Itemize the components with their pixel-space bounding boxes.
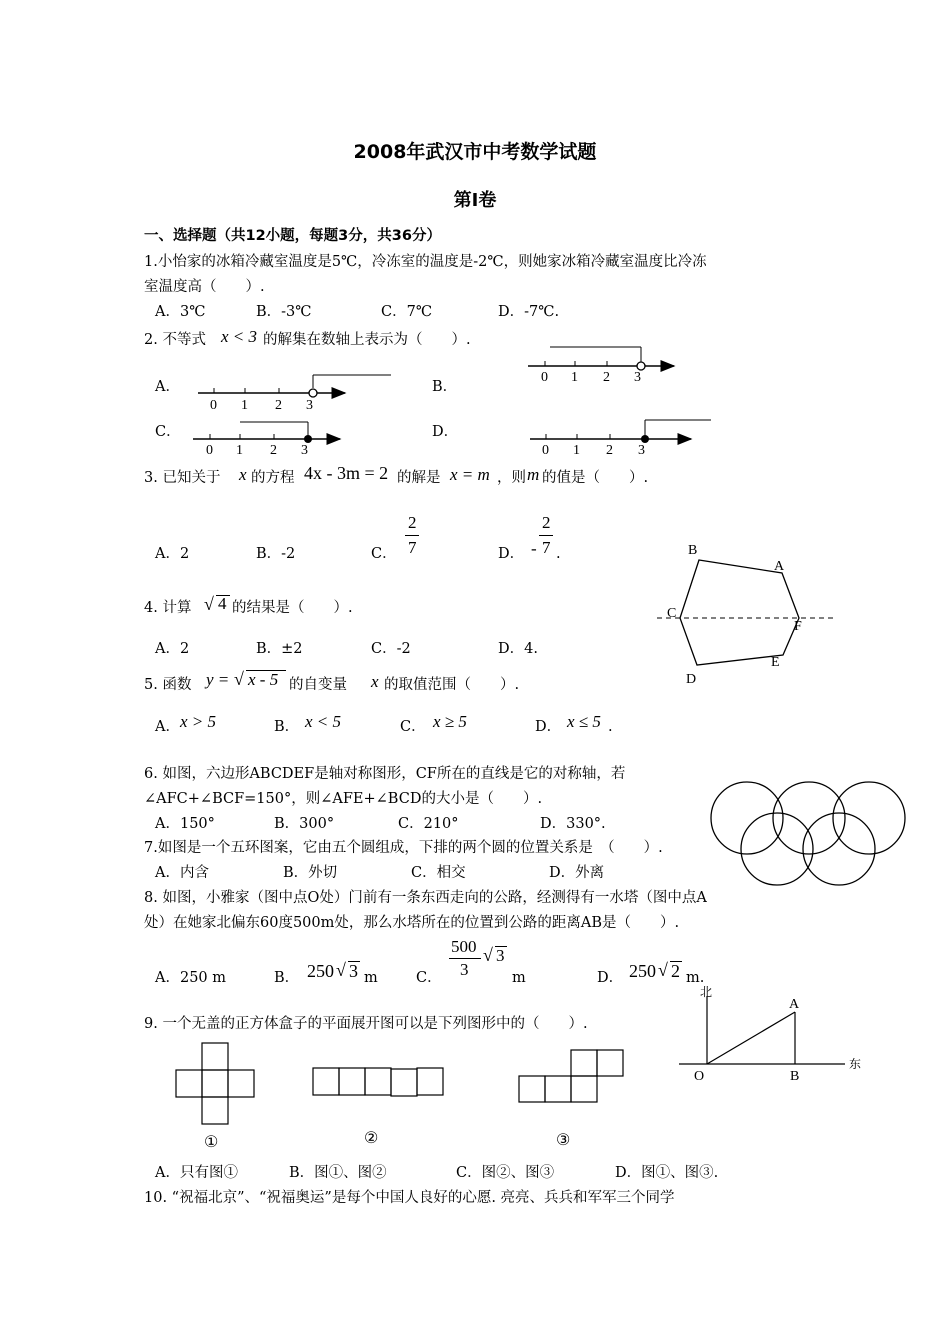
q5-option-c-label: C． <box>400 719 426 735</box>
q5-radical-sign: √ <box>234 669 244 689</box>
q5-radicand: x - 5 <box>248 670 279 689</box>
q8-option-d-radical-sign: √ <box>658 960 668 980</box>
compass-figure <box>679 985 861 1084</box>
q3-option-d: D． <box>498 546 525 562</box>
q6-option-c: C．210° <box>398 816 459 832</box>
net-label-3: ③ <box>556 1132 571 1149</box>
number-line-d <box>530 420 711 458</box>
hex-label-b: B <box>688 543 698 558</box>
q3-mid3: ，则 <box>497 470 526 486</box>
q3-equation: 4x - 3m = 2 <box>304 463 389 483</box>
q8-option-c-unit: m <box>512 970 526 986</box>
cube-net-1 <box>176 1043 254 1124</box>
point-a-label: A <box>789 997 800 1012</box>
q8-line1: 8. 如图，小雅家（图中点O处）门前有一条东西走向的公路，经测得有一水塔（图中点A <box>144 890 707 906</box>
tick-1: 1 <box>236 443 243 458</box>
q3-d-end: . <box>556 546 561 562</box>
q10-line1: 10. “祝福北京”、“祝福奥运”是每个中国人良好的心愿. 亮亮、兵兵和军军三个同学 <box>144 1190 675 1206</box>
q6-line1: 6. 如图，六边形ABCDEF是轴对称图形，CF所在的直线是它的对称轴，若 <box>144 766 626 782</box>
q3-solution: x = m <box>450 465 490 484</box>
q8-option-b-radical-sign: √ <box>336 960 346 980</box>
q3-option-a: A．2 <box>155 546 190 562</box>
q4-option-b: B．±2 <box>256 641 303 657</box>
north-label: 北 <box>700 985 713 999</box>
q1-line2: 室温度高（ ）. <box>144 279 265 295</box>
q8-line2: 处）在她家北偏东60度500m处，那么水塔所在的位置到公路的距离AB是（ ）. <box>144 915 680 931</box>
tick-2: 2 <box>606 443 613 458</box>
net-label-2: ② <box>364 1130 379 1147</box>
q8-option-b-unit: m <box>364 970 378 986</box>
tick-3: 3 <box>306 398 313 413</box>
q7-option-a: A．内含 <box>155 865 209 881</box>
q2-prefix: 2. 不等式 <box>144 332 206 348</box>
q1-option-a: A．3℃ <box>155 304 206 320</box>
q4-option-d: D．4. <box>498 641 538 657</box>
q8-option-b-label: B． <box>274 970 300 986</box>
q3-mid: 的方程 <box>251 470 295 486</box>
page-title: 2008年武汉市中考数学试题 <box>353 141 597 163</box>
q2-inequality: x < 3 <box>221 327 258 346</box>
section-heading: 一、选择题（共12小题，每题3分，共36分） <box>144 228 441 244</box>
q3-c-fraction-bar <box>405 535 419 536</box>
q2-option-a: A． <box>155 379 180 395</box>
q2-option-d: D． <box>432 424 459 440</box>
q6-option-b: B．300° <box>274 816 335 832</box>
q5-var-x: x <box>371 672 379 691</box>
cube-net-2 <box>313 1068 443 1096</box>
q9-option-b: B．图①、图② <box>289 1165 387 1181</box>
q3-d-minus: - <box>531 539 537 558</box>
tick-3: 3 <box>634 370 641 385</box>
tick-1: 1 <box>571 370 578 385</box>
q5-mid: 的自变量 <box>289 677 347 693</box>
q8-option-b-coef: 250 <box>307 961 334 981</box>
hex-label-c: C <box>667 606 677 621</box>
q3-c-numerator: 2 <box>408 513 417 532</box>
number-line-b <box>528 347 674 385</box>
hex-label-e: E <box>771 655 780 670</box>
q3-var-x: x <box>239 465 247 484</box>
q5-expr-left: y = <box>206 670 230 689</box>
q9-option-d: D．图①、图③. <box>615 1165 719 1181</box>
q8-option-c-radical-sign: √ <box>483 945 493 965</box>
q1-line1: 1.小怡家的冰箱冷藏室温度是5℃，冷冻室的温度是-2℃，则她家冰箱冷藏室温度比冷冻 <box>144 254 707 270</box>
q7-option-d: D．外离 <box>549 865 605 881</box>
tick-3: 3 <box>301 443 308 458</box>
q8-option-d-coef: 250 <box>629 961 656 981</box>
net-label-1: ① <box>204 1134 219 1151</box>
q4-radical-sign: √ <box>204 594 214 614</box>
q8-option-c-radicand: 3 <box>496 946 505 965</box>
q8-option-c-denominator: 3 <box>460 960 469 979</box>
q5-option-a-expr: x > 5 <box>180 712 217 731</box>
q7-option-b: B．外切 <box>283 865 338 881</box>
tick-0: 0 <box>542 443 549 458</box>
hex-label-f: F <box>794 619 802 634</box>
q8-option-a: A．250 m <box>155 970 227 986</box>
cube-net-3 <box>519 1050 623 1102</box>
q4-option-a: A．2 <box>155 641 190 657</box>
tick-2: 2 <box>603 370 610 385</box>
q8-option-c-numerator: 500 <box>451 937 477 956</box>
tick-1: 1 <box>241 398 248 413</box>
number-line-a <box>198 375 391 413</box>
tick-2: 2 <box>275 398 282 413</box>
tick-0: 0 <box>206 443 213 458</box>
q8-option-c-fraction-bar <box>449 958 481 959</box>
number-line-c <box>193 422 340 458</box>
q8-option-b-radicand: 3 <box>349 961 358 981</box>
q3-c-denominator: 7 <box>408 538 417 557</box>
q8-option-d-radicand: 2 <box>671 961 680 981</box>
q1-option-d: D．-7℃. <box>498 304 560 320</box>
q2-option-c: C． <box>155 424 181 440</box>
q3-suffix: 的值是（ ）. <box>542 470 649 486</box>
q5-suffix: 的取值范围（ ）. <box>384 677 520 693</box>
q5-option-c-expr: x ≥ 5 <box>433 712 467 731</box>
hexagon-figure <box>657 543 833 687</box>
five-rings-figure <box>711 782 905 885</box>
hex-label-a: A <box>774 559 785 574</box>
q3-mid2: 的解是 <box>397 470 441 486</box>
q6-option-d: D．330°. <box>540 816 606 832</box>
hex-label-d: D <box>686 672 697 687</box>
q5-option-b-expr: x < 5 <box>305 712 342 731</box>
q3-option-c: C． <box>371 546 397 562</box>
q4-radicand: 4 <box>218 594 227 613</box>
point-o-label: O <box>694 1069 705 1084</box>
q5-prefix: 5. 函数 <box>144 677 192 693</box>
page-subtitle: 第Ⅰ卷 <box>453 190 497 211</box>
q8-option-c-label: C． <box>416 970 442 986</box>
q6-option-a: A．150° <box>155 816 215 832</box>
q4-option-c: C．-2 <box>371 641 411 657</box>
point-b-label: B <box>790 1069 800 1084</box>
q9-option-c: C．图②、图③ <box>456 1165 555 1181</box>
q9-line1: 9. 一个无盖的正方体盒子的平面展开图可以是下列图形中的（ ）. <box>144 1016 588 1032</box>
q1-option-c: C．7℃ <box>381 304 433 320</box>
q1-option-b: B．-3℃ <box>256 304 312 320</box>
q3-d-numerator: 2 <box>542 513 551 532</box>
tick-2: 2 <box>270 443 277 458</box>
q3-d-fraction-bar <box>539 535 553 536</box>
q6-line2: ∠AFC+∠BCF=150°，则∠AFE+∠BCD的大小是（ ）. <box>144 791 543 807</box>
q9-option-a: A．只有图① <box>155 1165 238 1181</box>
tick-0: 0 <box>541 370 548 385</box>
tick-3: 3 <box>638 443 645 458</box>
q8-option-d-label: D． <box>597 970 624 986</box>
q5-option-b-label: B． <box>274 719 300 735</box>
q3-var-m: m <box>527 465 540 484</box>
q8-option-d-unit: m. <box>686 970 705 986</box>
q5-option-d-expr: x ≤ 5 <box>567 712 601 731</box>
q3-prefix: 3. 已知关于 <box>144 470 221 486</box>
q5-option-d-label: D． <box>535 719 562 735</box>
east-label: 东 <box>849 1057 862 1071</box>
q5-option-d-end: . <box>608 719 613 735</box>
q4-prefix: 4. 计算 <box>144 600 192 616</box>
q2-suffix: 的解集在数轴上表示为（ ）. <box>263 332 471 348</box>
q7-option-c: C．相交 <box>411 865 466 881</box>
q2-option-b: B． <box>432 379 458 395</box>
q4-suffix: 的结果是（ ）. <box>232 600 353 616</box>
q5-option-a-label: A． <box>155 719 180 735</box>
q7-line1: 7.如图是一个五环图案，它由五个圆组成，下排的两个圆的位置关系是 （ ）. <box>144 840 663 856</box>
q3-d-denominator: 7 <box>542 538 551 557</box>
tick-0: 0 <box>210 398 217 413</box>
tick-1: 1 <box>573 443 580 458</box>
q3-option-b: B．-2 <box>256 546 296 562</box>
